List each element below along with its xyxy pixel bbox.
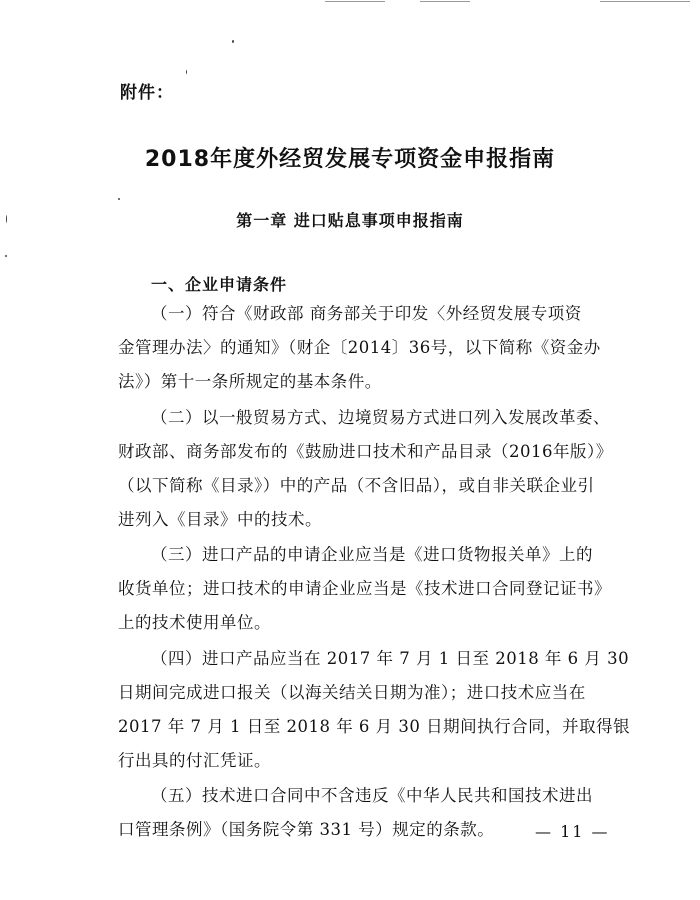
paragraph-line: （四）进口产品应当在 2017 年 7 月 1 日至 2018 年 6 月 30 [151,649,630,668]
scan-rule [600,1,690,2]
attachment-label: 附件： [120,83,174,103]
paragraph-line: 收货单位；进口技术的申请企业应当是《技术进口合同登记证书》 [118,579,611,598]
paragraph-line: 口管理条例》（国务院令第 331 号）规定的条款。 [118,820,495,839]
paragraph-line: （五）技术进口合同中不含违反《中华人民共和国技术进出 [151,786,593,805]
page-number: — 11 — [535,822,610,841]
paragraph-line: 法》）第十一条所规定的基本条件。 [118,372,382,391]
paragraph-line: 进列入《目录》中的技术。 [118,510,322,529]
paragraph-line: 上的技术使用单位。 [118,613,271,632]
paragraph-line: 2017 年 7 月 1 日至 2018 年 6 月 30 日期间执行合同，并取得银 [118,717,631,736]
paragraph-line: （一）符合《财政部 商务部关于印发〈外经贸发展专项资 [151,304,582,323]
chapter-heading: 第一章 进口贴息事项申报指南 [236,211,464,230]
scan-rule [325,1,385,2]
paragraph-line: （二）以一般贸易方式、边境贸易方式进口列入发展改革委、 [151,408,610,427]
paragraph-line: 日期间完成进口报关（以海关结关日期为准）；进口技术应当在 [118,683,586,702]
paragraph-line: （三）进口产品的申请企业应当是《进口货物报关单》上的 [151,545,593,564]
paragraph-line: 行出具的付汇凭证。 [118,751,271,770]
scan-speck [5,255,7,257]
scan-speck [232,40,234,43]
scan-rule [420,1,470,2]
scan-speck [118,198,120,200]
paragraph-line: 金管理办法〉的通知》（财企〔2014〕36号，以下简称《资金办 [118,338,601,357]
paragraph-line: 财政部、商务部发布的《鼓励进口技术和产品目录（2016年版）》 [118,442,613,461]
document-title: 2018年度外经贸发展专项资金申报指南 [144,147,556,172]
paragraph-line: （以下简称《目录》）中的产品（不含旧品），或自非关联企业引 [118,476,595,495]
scan-speck [186,70,187,74]
section-heading: 一、企业申请条件 [151,275,288,294]
